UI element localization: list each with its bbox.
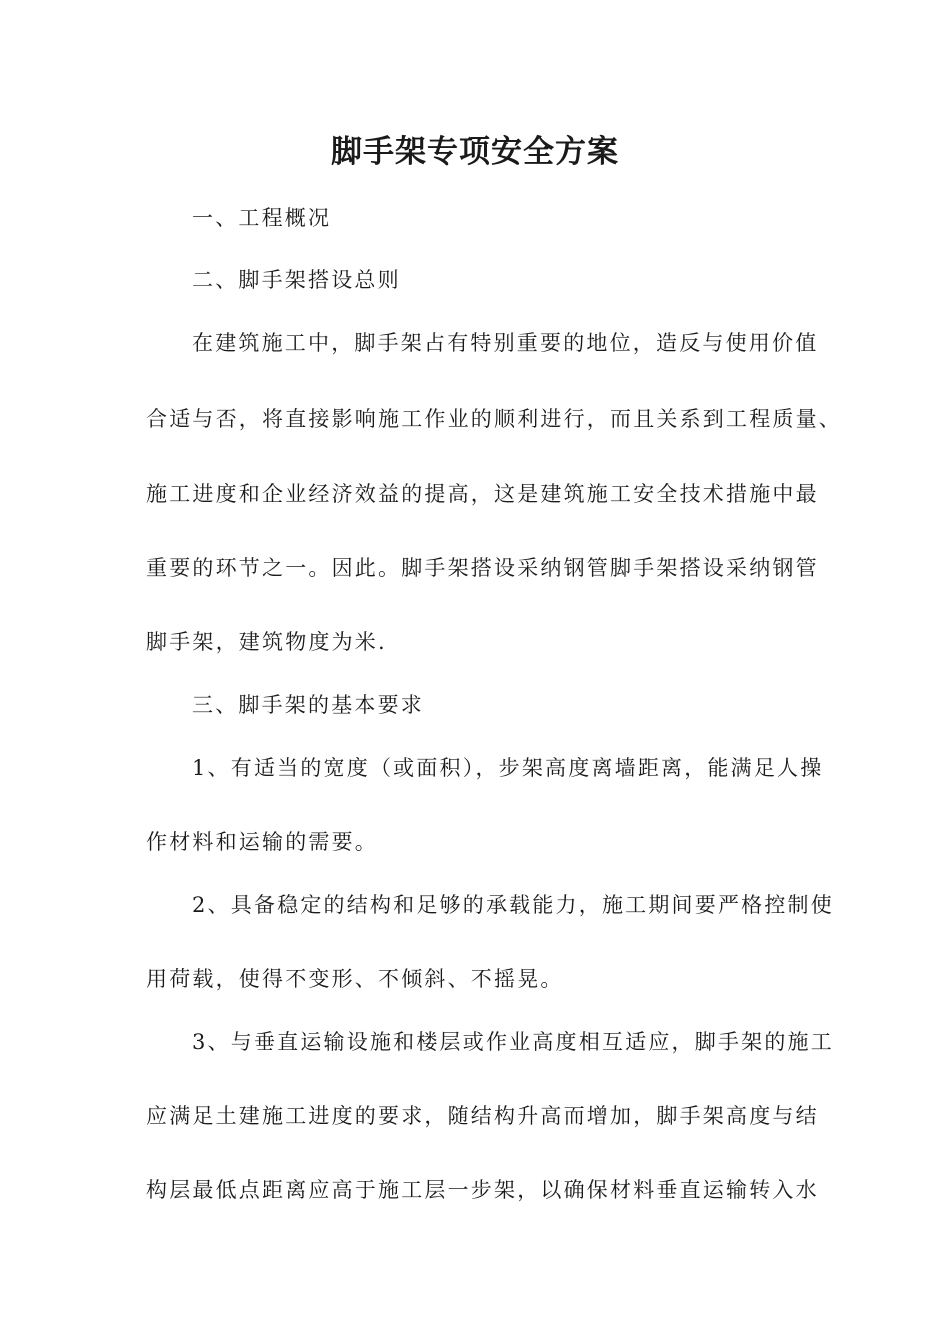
section-heading: 三、脚手架的基本要求	[192, 693, 424, 717]
paragraph-line: 重要的环节之一。因此。脚手架搭设采纳钢管脚手架搭设采纳钢管	[146, 556, 819, 580]
section-heading: 一、工程概况	[192, 206, 332, 230]
paragraph-line: 2、具备稳定的结构和足够的承载能力，施工期间要严格控制使	[192, 893, 834, 917]
paragraph-line: 合适与否，将直接影响施工作业的顺利进行，而且关系到工程质量、	[146, 407, 842, 431]
paragraph-line: 应满足土建施工进度的要求，随结构升高而增加，脚手架高度与结	[146, 1104, 819, 1128]
document-title: 脚手架专项安全方案	[331, 134, 619, 170]
paragraph-line: 用荷载，使得不变形、不倾斜、不摇晃。	[146, 967, 564, 991]
section-heading: 二、脚手架搭设总则	[192, 268, 401, 292]
paragraph-line: 作材料和运输的需要。	[146, 830, 378, 854]
paragraph-line: 3、与垂直运输设施和楼层或作业高度相互适应，脚手架的施工	[192, 1030, 834, 1054]
paragraph-line: 1、有适当的宽度（或面积），步架高度离墙距离，能满足人操	[192, 756, 824, 780]
paragraph-line: 构层最低点距离应高于施工层一步架，以确保材料垂直运输转入水	[146, 1178, 819, 1202]
paragraph-line: 施工进度和企业经济效益的提高，这是建筑施工安全技术措施中最	[146, 482, 819, 506]
paragraph-line: 脚手架，建筑物度为米.	[146, 630, 387, 654]
paragraph-line: 在建筑施工中，脚手架占有特别重要的地位，造反与使用价值	[192, 331, 819, 355]
